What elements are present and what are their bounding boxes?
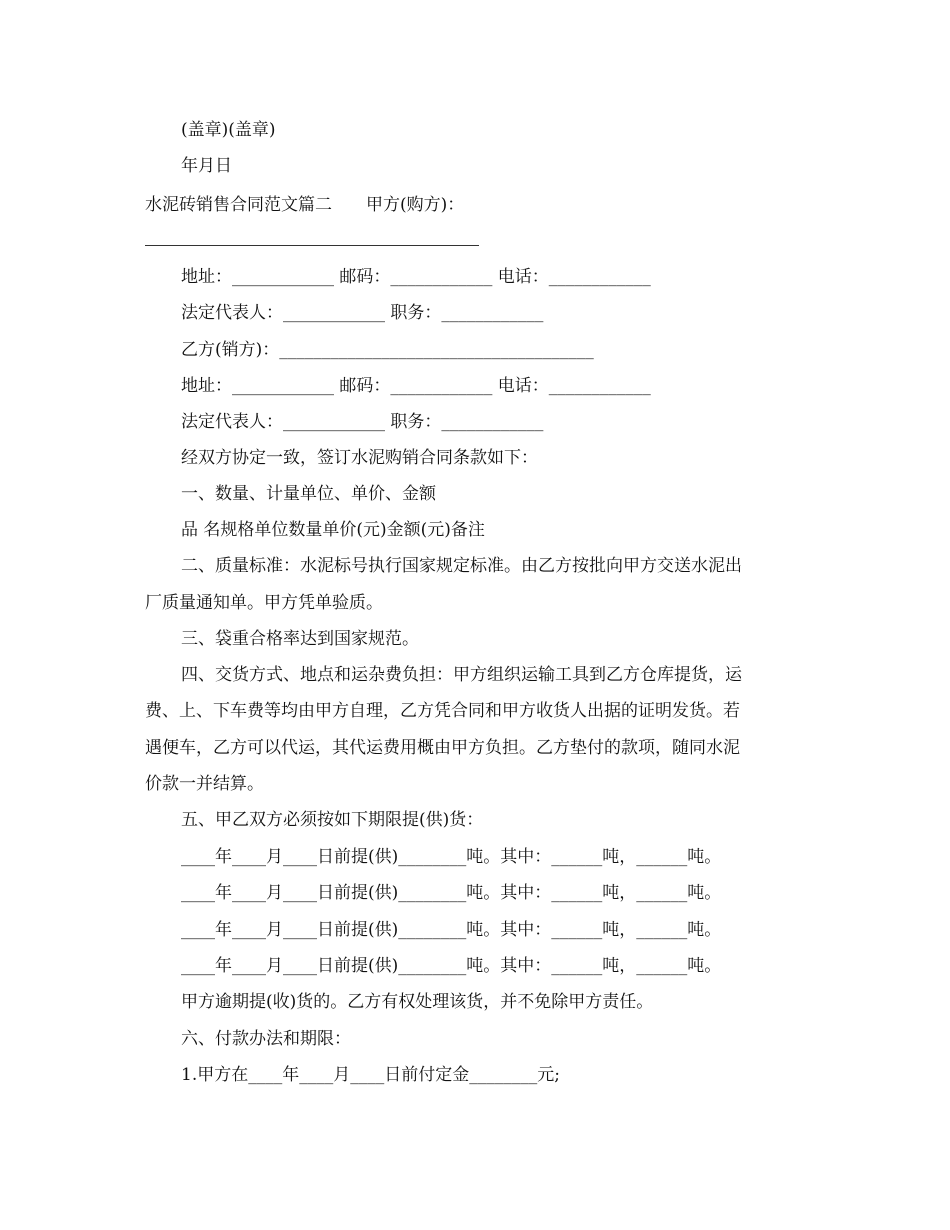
late-pickup-clause: 甲方逾期提(收)货的。乙方有权处理该货，并不免除甲方责任。 <box>181 992 654 1012</box>
party-b-line: 乙方(销方)：_____________________________________ <box>181 340 594 360</box>
clause-1-heading: 一、数量、计量单位、单价、金额 <box>181 484 436 504</box>
clause-4-line-3: 遇便车，乙方可以代运，其代运费用概由甲方负担。乙方垫付的款项，随同水泥 <box>145 738 740 758</box>
section-title: 水泥砖销售合同范文篇二 甲方(购方)： <box>145 195 465 215</box>
clause-6-heading: 六、付款办法和期限： <box>181 1029 351 1049</box>
party-a-address-line: 地址：____________ 邮码：____________ 电话：____________ <box>181 267 651 287</box>
seal-line: (盖章)(盖章) <box>181 120 276 140</box>
delivery-schedule-row: ____年____月____日前提(供)________吨。其中：______吨，______吨。 <box>181 956 722 976</box>
party-a-representative-line: 法定代表人：____________ 职务：____________ <box>181 303 544 323</box>
clause-4-line-2: 费、上、下车费等均由甲方自理，乙方凭合同和甲方收货人出据的证明发货。若 <box>145 701 740 721</box>
clause-4-line-1: 四、交货方式、地点和运杂费负担：甲方组织运输工具到乙方仓库提货，运 <box>181 665 742 685</box>
party-b-address-line: 地址：____________ 邮码：____________ 电话：____________ <box>181 376 651 396</box>
agreement-intro: 经双方协定一致，签订水泥购销合同条款如下： <box>181 448 538 468</box>
delivery-schedule-row: ____年____月____日前提(供)________吨。其中：______吨，______吨。 <box>181 920 722 940</box>
clause-4-line-4: 价款一并结算。 <box>145 774 264 794</box>
payment-item-1: 1.甲方在____年____月____日前付定金________元; <box>181 1065 560 1085</box>
clause-3: 三、袋重合格率达到国家规范。 <box>181 629 419 649</box>
clause-2-line-2: 厂质量通知单。甲方凭单验质。 <box>145 593 383 613</box>
delivery-schedule-row: ____年____月____日前提(供)________吨。其中：______吨，______吨。 <box>181 883 722 903</box>
delivery-schedule-row: ____年____月____日前提(供)________吨。其中：______吨，______吨。 <box>181 847 722 867</box>
clause-1-table-header: 品 名规格单位数量单价(元)金额(元)备注 <box>181 520 485 540</box>
clause-2-line-1: 二、质量标准：水泥标号执行国家规定标准。由乙方按批向甲方交送水泥出 <box>181 556 742 576</box>
party-b-representative-line: 法定代表人：____________ 职务：____________ <box>181 412 544 432</box>
date-line: 年月日 <box>181 156 232 176</box>
party-a-name-rule <box>145 245 479 246</box>
clause-5-heading: 五、甲乙双方必须按如下期限提(供)货： <box>181 810 484 830</box>
